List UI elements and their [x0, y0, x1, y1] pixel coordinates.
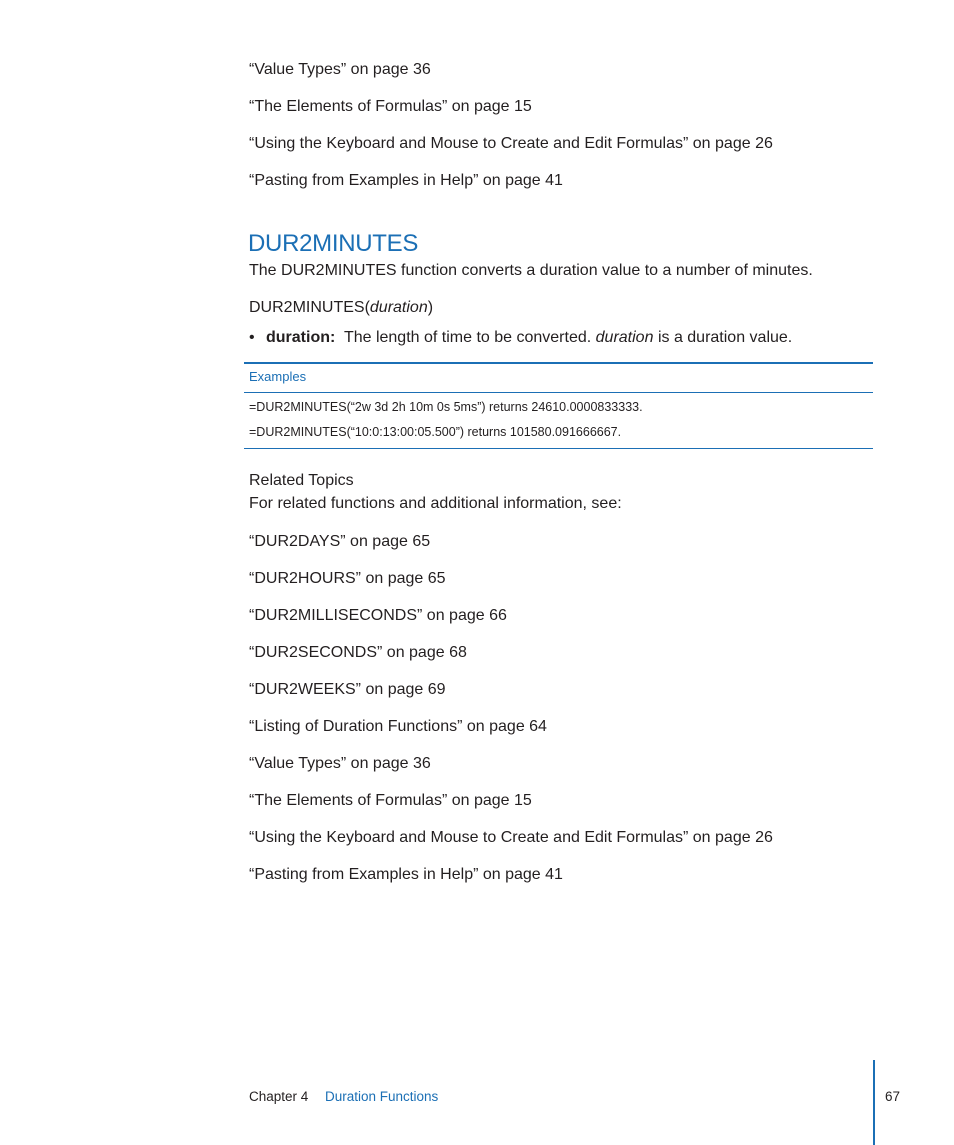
footer-chapter: Chapter 4 — [249, 1089, 309, 1104]
cross-reference[interactable]: “Value Types” on page 36 — [249, 61, 431, 78]
cross-reference[interactable]: “Using the Keyboard and Mouse to Create and Edit Formulas” on page 26 — [249, 135, 773, 152]
examples-top-rule — [244, 362, 873, 364]
syntax-argument: duration — [369, 299, 428, 316]
bullet-icon: • — [249, 329, 255, 346]
example-row: =DUR2MINUTES(“10:0:13:00:05.500”) returns 101580.091666667. — [249, 425, 622, 439]
related-link[interactable]: “Pasting from Examples in Help” on page 41 — [249, 866, 563, 883]
related-link[interactable]: “Value Types” on page 36 — [249, 755, 431, 772]
argument-italic: duration — [595, 329, 654, 346]
related-topics-heading: Related Topics — [249, 472, 354, 489]
argument-text-after: is a duration value. — [657, 329, 793, 346]
argument-name: duration: — [266, 329, 336, 346]
argument-item — [249, 329, 792, 347]
argument-text: The length of time to be converted. — [343, 329, 592, 346]
syntax-name: DUR2MINUTES — [249, 299, 365, 316]
related-link[interactable]: “DUR2HOURS” on page 65 — [249, 570, 446, 587]
examples-bottom-rule — [244, 448, 873, 449]
related-link[interactable]: “DUR2MILLISECONDS” on page 66 — [249, 607, 507, 624]
syntax-open-paren: ( — [364, 299, 370, 316]
page-number: 67 — [885, 1089, 901, 1104]
related-link[interactable]: “DUR2DAYS” on page 65 — [249, 533, 431, 550]
examples-heading: Examples — [249, 369, 307, 384]
function-title: DUR2MINUTES — [248, 230, 419, 257]
related-link[interactable]: “DUR2WEEKS” on page 69 — [249, 681, 446, 698]
function-description: The DUR2MINUTES function converts a duration value to a number of minutes. — [249, 262, 813, 279]
footer-section-link[interactable]: Duration Functions — [325, 1089, 439, 1104]
related-link[interactable]: “The Elements of Formulas” on page 15 — [249, 792, 532, 809]
related-topics-intro: For related functions and additional information, see: — [249, 495, 622, 512]
examples-header-rule — [244, 392, 873, 393]
function-syntax — [249, 299, 433, 317]
syntax-close-paren: ) — [427, 299, 434, 316]
related-link[interactable]: “Using the Keyboard and Mouse to Create and Edit Formulas” on page 26 — [249, 829, 773, 846]
cross-reference[interactable]: “The Elements of Formulas” on page 15 — [249, 98, 532, 115]
cross-reference[interactable]: “Pasting from Examples in Help” on page 41 — [249, 172, 563, 189]
example-row: =DUR2MINUTES(“2w 3d 2h 10m 0s 5ms”) returns 24610.0000833333. — [249, 400, 643, 414]
related-link[interactable]: “DUR2SECONDS” on page 68 — [249, 644, 467, 661]
related-link[interactable]: “Listing of Duration Functions” on page 64 — [249, 718, 547, 735]
footer-divider — [873, 1060, 875, 1145]
